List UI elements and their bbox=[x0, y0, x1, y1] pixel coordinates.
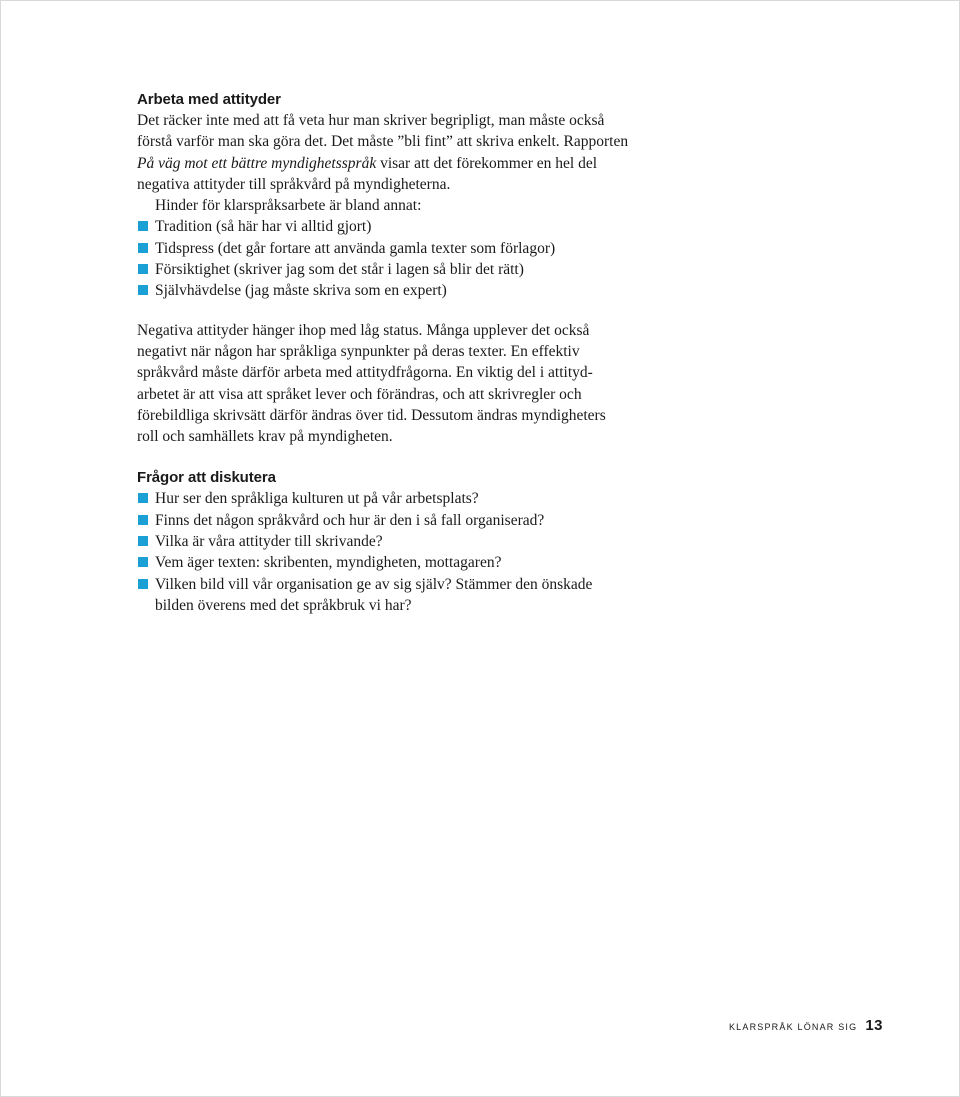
hinder-list bbox=[137, 216, 682, 301]
paragraph-line: förstå varför man ska göra det. Det måste ”bli fint” att skriva enkelt. Rapporten bbox=[137, 133, 629, 151]
square-bullet-icon bbox=[138, 557, 148, 567]
square-bullet-icon bbox=[138, 221, 148, 231]
list-item: Självhävdelse (jag måste skriva som en expert) bbox=[137, 280, 682, 301]
square-bullet-icon bbox=[138, 493, 148, 503]
paragraph-line: Hinder för klarspråksarbete är bland annat: bbox=[155, 197, 422, 215]
list-item: Försiktighet (skriver jag som det står i lagen så blir det rätt) bbox=[137, 259, 682, 280]
square-bullet-icon bbox=[138, 579, 148, 589]
paragraph-line: Det räcker inte med att få veta hur man skriver begripligt, man måste också bbox=[137, 112, 605, 129]
list-item: Tradition (så här har vi alltid gjort) bbox=[137, 216, 682, 237]
running-title: KLARSPRÅK LÖNAR SIG bbox=[728, 1022, 858, 1032]
list-item: Vilken bild vill vår organisation ge av sig själv? Stämmer den önskade bilden överens med det språkbruk vi har? bbox=[137, 574, 682, 617]
list-item: Finns det någon språkvård och hur är den i så fall organiserad? bbox=[137, 510, 682, 531]
paragraph-intro bbox=[137, 110, 682, 216]
square-bullet-icon bbox=[138, 536, 148, 546]
paragraph-line: förebildliga skrivsätt därför ändras över tid. Dessutom ändras myndigheters bbox=[137, 406, 606, 424]
paragraph-status bbox=[137, 320, 682, 448]
report-title: På väg mot ett bättre myndighetsspråk bbox=[137, 154, 377, 172]
questions-list bbox=[137, 488, 682, 616]
page-number: 13 bbox=[865, 1017, 883, 1034]
list-item: Vem äger texten: skribenten, myndigheten, mottagaren? bbox=[137, 552, 682, 573]
square-bullet-icon bbox=[138, 243, 148, 253]
square-bullet-icon bbox=[138, 285, 148, 295]
paragraph-line: visar att det förekommer en hel del bbox=[376, 154, 598, 172]
paragraph-line: språkvård måste därför arbeta med attitydfrågorna. En viktig del i attityd- bbox=[137, 364, 593, 382]
list-item: Vilka är våra attityder till skrivande? bbox=[137, 531, 682, 552]
page-footer bbox=[729, 1017, 883, 1034]
paragraph-line: Negativa attityder hänger ihop med låg status. Många upplever det också bbox=[137, 321, 590, 339]
list-item: Tidspress (det går fortare att använda gamla texter som förlagor) bbox=[137, 238, 682, 259]
paragraph-line: roll och samhällets krav på myndigheten. bbox=[137, 428, 393, 446]
paragraph-line: negativa attityder till språkvård på myndigheterna. bbox=[137, 175, 451, 193]
paragraph-line: negativt när någon har språkliga synpunkter på deras texter. En effektiv bbox=[137, 342, 580, 360]
section-heading-fragor: Frågor att diskutera bbox=[137, 469, 276, 487]
square-bullet-icon bbox=[138, 264, 148, 274]
paragraph-line: arbetet är att visa att språket lever och förändras, och att skrivregler och bbox=[137, 385, 582, 403]
page-content bbox=[137, 89, 682, 616]
list-item: Hur ser den språkliga kulturen ut på vår arbetsplats? bbox=[137, 488, 682, 509]
section-heading-attityder: Arbeta med attityder bbox=[137, 91, 281, 108]
square-bullet-icon bbox=[138, 515, 148, 525]
